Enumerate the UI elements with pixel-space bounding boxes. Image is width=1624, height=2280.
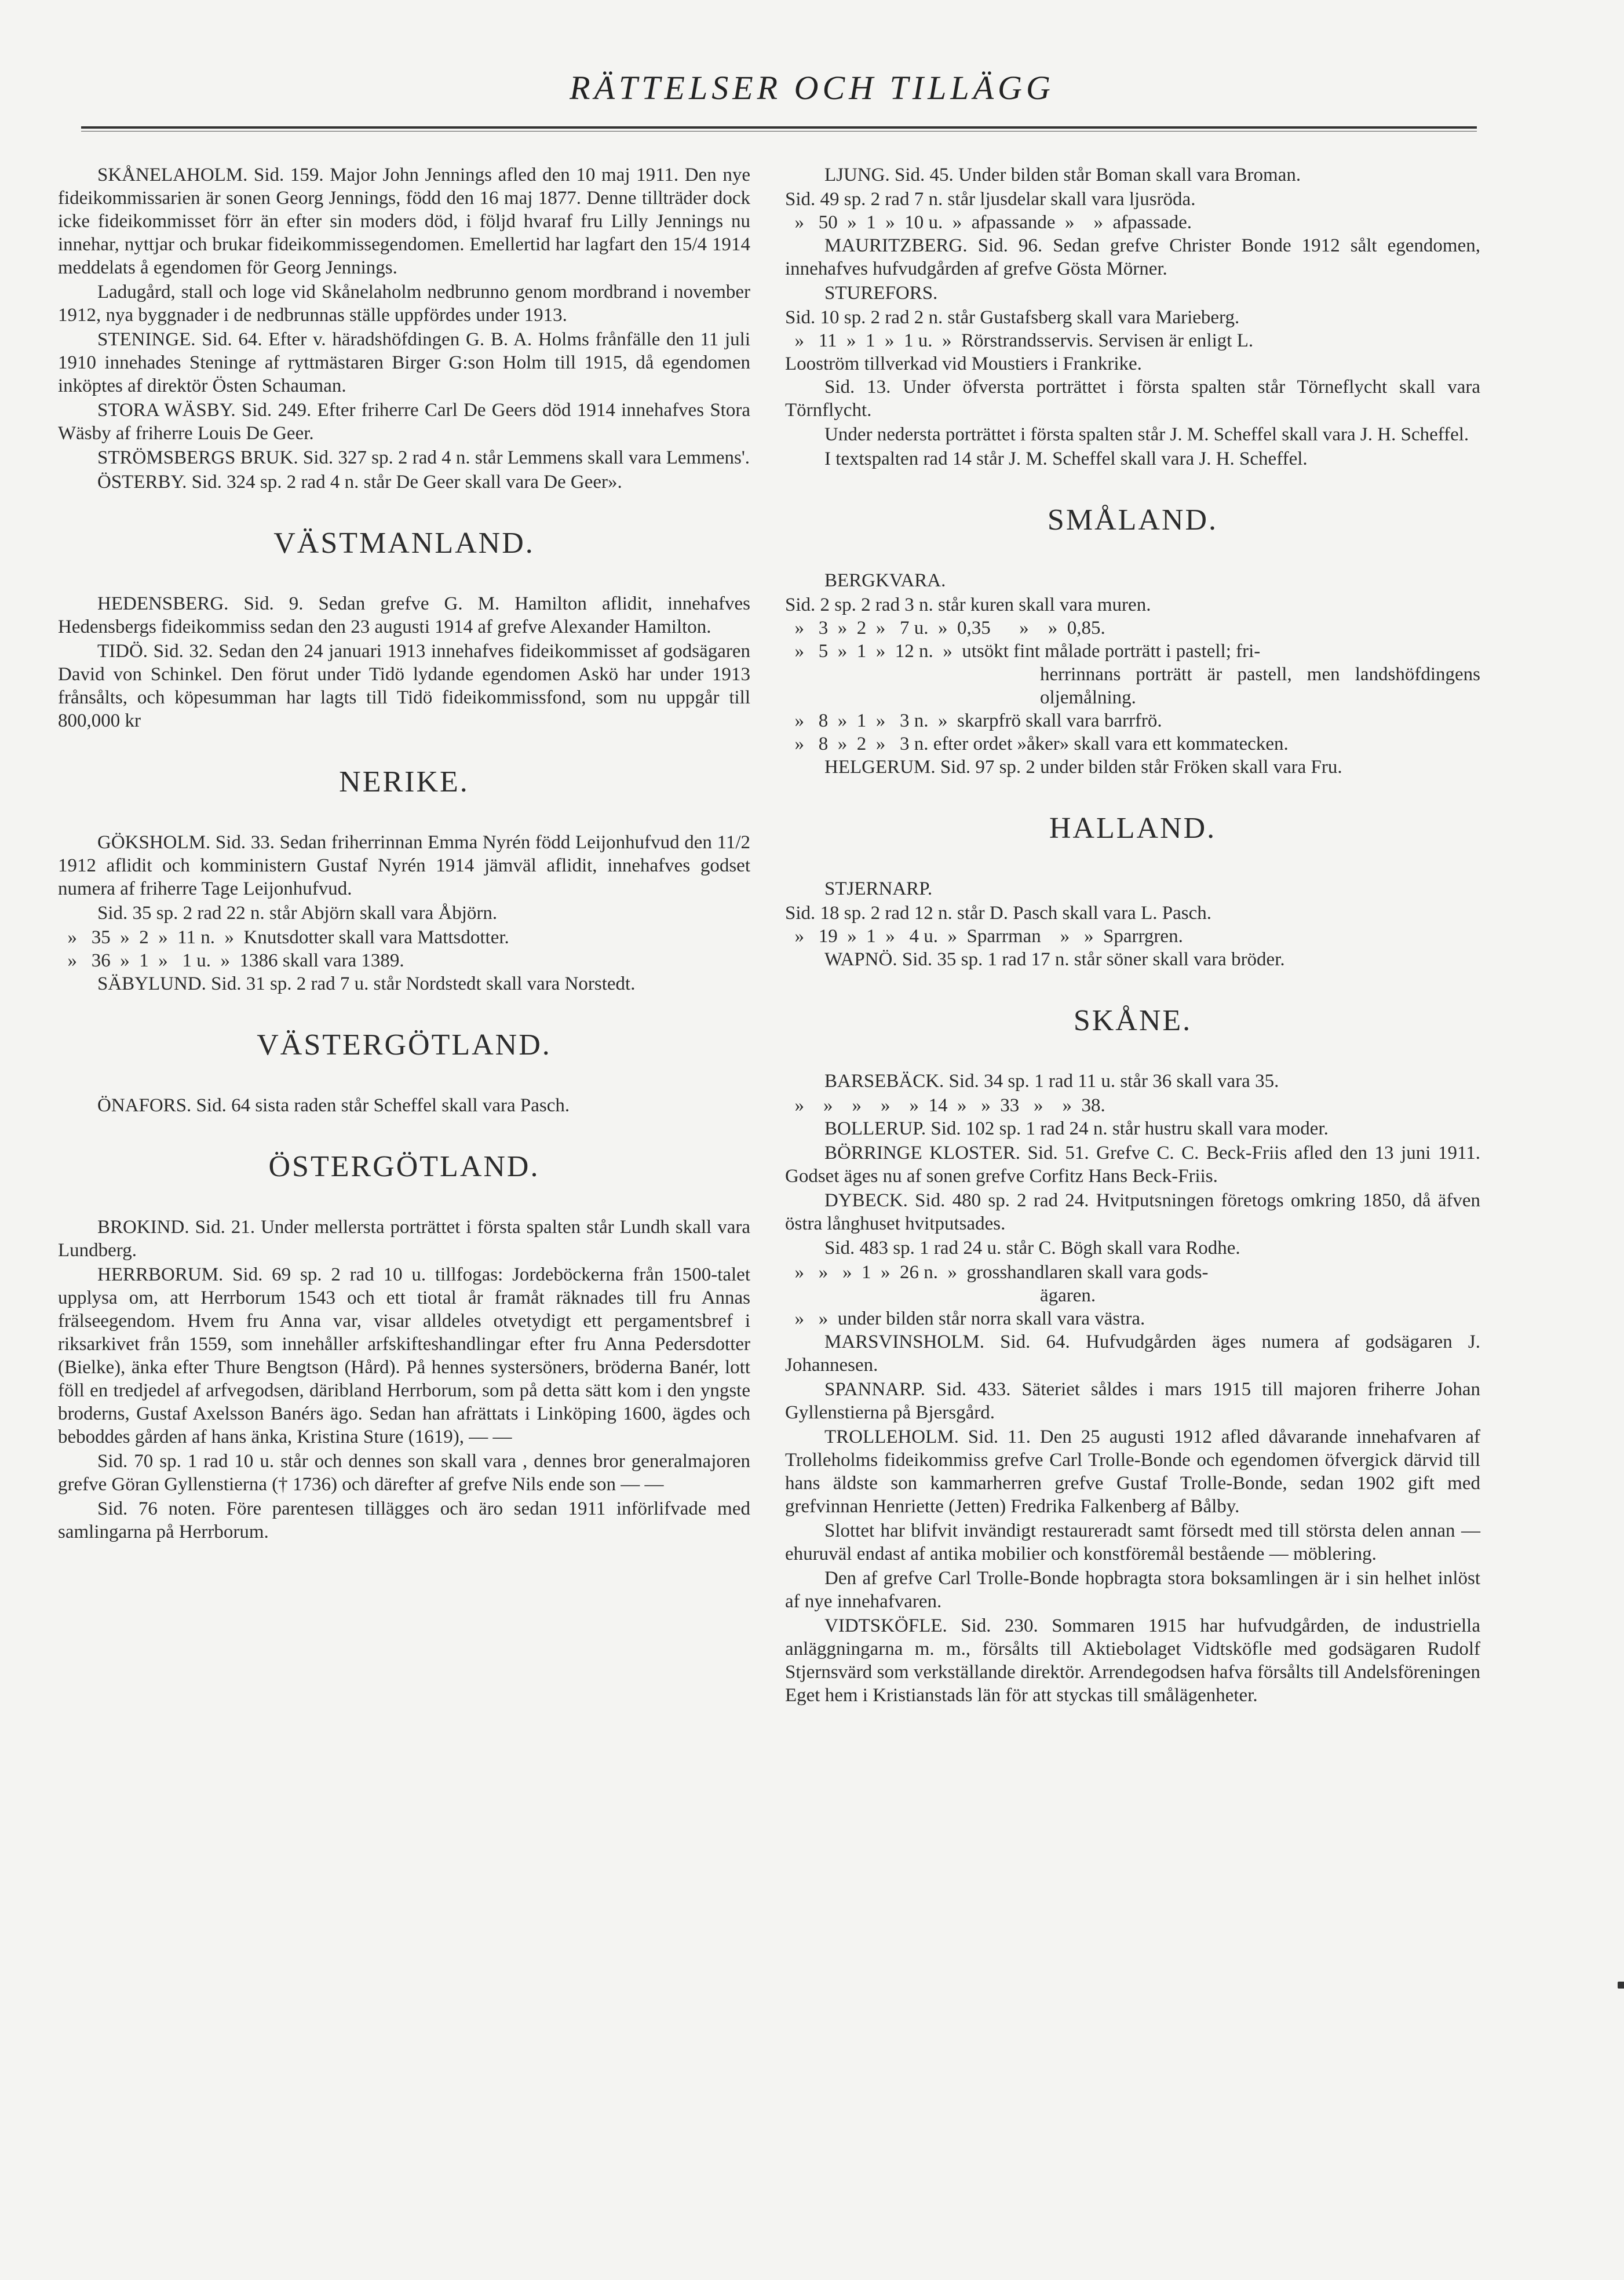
correction-line: » 3 » 2 » 7 u. » 0,35 » » 0,85. bbox=[785, 618, 1105, 639]
correction-line: » 11 » 1 » 1 u. » Rörstrandsservis. Servisen är enligt L. bbox=[785, 330, 1254, 351]
entry-stjernarp: STJERNARP. bbox=[824, 878, 933, 899]
entry-herrborum-3: Sid. 76 noten. Före parentesen tillägges och äro sedan 1911 införlifvade med samlingarna på Herrborum. bbox=[58, 1498, 750, 1542]
correction-line: » » » 1 » 26 n. » grosshandlaren skall vara gods- bbox=[785, 1262, 1209, 1283]
ink-speck bbox=[1618, 1982, 1624, 1989]
correction-line: ägaren. bbox=[1040, 1285, 1096, 1306]
entry-herrborum: HERRBORUM. Sid. 69 sp. 2 rad 10 u. tillfogas: Jordeböckerna från 1500-talet upplysa om, att Herrborum 1543 och ett tiotal år framåt räknades till fru Annas frälseegendom. Hvem fru Anna var, visar alldeles otvetydigt ett pergamentsbref i riksarkivet från 1559, som innehåller arfskifteshandlingar efter fru Anna Pedersdotter (Bielke), änka efter Thure Bengtson (Hård). På hennes systersöners, bröderna Banér, lott föll en tredjedel af arfvegodsen, däribland Herrborum, som på detta sätt kom i den yngste broderns, Gustaf Axelsson Banérs ägo. Sedan han afrättats i Linköping 1600, ägdes och beboddes gården af hans änka, Kristina Sture (1619), — — bbox=[58, 1264, 750, 1447]
entry-spannarp: SPANNARP. Sid. 433. Säteriet såldes i mars 1915 till majoren friherre Johan Gyllenstierna på Bjersgård. bbox=[785, 1379, 1480, 1423]
correction-line: » 8 » 2 » 3 n. efter ordet »åker» skall vara ett kommatecken. bbox=[785, 734, 1289, 754]
correction-line: Sid. 2 sp. 2 rad 3 n. står kuren skall vara muren. bbox=[785, 594, 1151, 615]
correction-line: Looström tillverkad vid Moustiers i Frankrike. bbox=[785, 353, 1142, 374]
right-column bbox=[785, 163, 1480, 1708]
heading-vastmanland: VÄSTMANLAND. bbox=[273, 527, 535, 560]
entry-osterby: ÖSTERBY. Sid. 324 sp. 2 rad 4 n. står De Geer skall vara De Geer». bbox=[97, 472, 622, 493]
entry-steninge: STENINGE. Sid. 64. Efter v. häradshöfdingen G. B. A. Holms frånfälle den 11 juli 1910 innehades Steninge af ryttmästaren Birger G:son Holm till 1915, då egendomen inköptes af direktör Östen Schauman. bbox=[58, 329, 750, 396]
heading-halland: HALLAND. bbox=[1049, 812, 1217, 845]
heading-skane: SKÅNE. bbox=[1073, 1004, 1192, 1037]
entry-trolleholm-3: Den af grefve Carl Trolle-Bonde hopbragta stora boksamlingen är i sin helhet inlöst af nye innehafvaren. bbox=[785, 1568, 1480, 1612]
correction-line: » » » » » 14 » » 33 » » 38. bbox=[785, 1095, 1105, 1116]
entry-mauritzberg: MAURITZBERG. Sid. 96. Sedan grefve Christer Bonde 1912 sålt egendomen, innehafves hufvudgården af grefve Gösta Mörner. bbox=[785, 235, 1480, 279]
correction-line: Sid. 10 sp. 2 rad 2 n. står Gustafsberg skall vara Marieberg. bbox=[785, 307, 1240, 328]
entry-dybeck: DYBECK. Sid. 480 sp. 2 rad 24. Hvitputsningen företogs omkring 1850, då äfven östra långhuset hvitputsades. bbox=[785, 1190, 1480, 1234]
header-rule-thick bbox=[81, 126, 1477, 129]
entry-sturefors-3: Under nedersta porträttet i första spalten står J. M. Scheffel skall vara J. H. Scheffel. bbox=[824, 424, 1469, 445]
entry-wapno: WAPNÖ. Sid. 35 sp. 1 rad 17 n. står söner skall vara bröder. bbox=[824, 949, 1285, 970]
correction-line: » 50 » 1 » 10 u. » afpassande » » afpassade. bbox=[785, 212, 1192, 233]
entry-trolleholm-2: Slottet har blifvit invändigt restaureradt samt försedt med till största delen annan — ehuruväl endast af antika mobilier och konstföremål bestående — möblering. bbox=[785, 1520, 1480, 1564]
correction-line: » 36 » 1 » 1 u. » 1386 skall vara 1389. bbox=[58, 950, 404, 971]
entry-borringe-kloster: BÖRRINGE KLOSTER. Sid. 51. Grefve C. C. Beck-Friis afled den 13 juni 1911. Godset äges nu af sonen grefve Corfitz Hans Beck-Friis. bbox=[785, 1143, 1480, 1187]
page-title: RÄTTELSER OCH TILLÄGG bbox=[570, 69, 1054, 107]
entry-sturefors: STUREFORS. bbox=[824, 283, 938, 304]
entry-marsvinsholm: MARSVINSHOLM. Sid. 64. Hufvudgården äges numera af godsägaren J. Johannesen. bbox=[785, 1331, 1480, 1376]
entry-helgerum: HELGERUM. Sid. 97 sp. 2 under bilden står Fröken skall vara Fru. bbox=[824, 757, 1342, 778]
entry-bollerup: BOLLERUP. Sid. 102 sp. 1 rad 24 n. står hustru skall vara moder. bbox=[824, 1118, 1329, 1139]
correction-line: Sid. 49 sp. 2 rad 7 n. står ljusdelar skall vara ljusröda. bbox=[785, 189, 1196, 210]
entry-ljung: LJUNG. Sid. 45. Under bilden står Boman skall vara Broman. bbox=[824, 165, 1301, 185]
correction-line: » 35 » 2 » 11 n. » Knutsdotter skall vara Mattsdotter. bbox=[58, 927, 509, 948]
entry-onafors: ÖNAFORS. Sid. 64 sista raden står Scheffel skall vara Pasch. bbox=[97, 1095, 570, 1116]
heading-ostergotland: ÖSTERGÖTLAND. bbox=[268, 1150, 540, 1183]
entry-sturefors-2: Sid. 13. Under öfversta porträttet i första spalten står Törneflycht skall vara Törnflycht. bbox=[785, 377, 1480, 421]
entry-stora-wasby: STORA WÄSBY. Sid. 249. Efter friherre Carl De Geers död 1914 innehafves Stora Wäsby af friherre Louis De Geer. bbox=[58, 400, 750, 444]
entry-brokind: BROKIND. Sid. 21. Under mellersta porträttet i första spalten står Lundh skall vara Lundberg. bbox=[58, 1217, 750, 1261]
entry-goksholm: GÖKSHOLM. Sid. 33. Sedan friherrinnan Emma Nyrén född Leijonhufvud den 11/2 1912 aflidit och komministern Gustaf Nyrén 1914 jämväl aflidit, innehafves godset numera af friherre Tage Leijonhufvud. bbox=[58, 832, 750, 899]
correction-line: Sid. 18 sp. 2 rad 12 n. står D. Pasch skall vara L. Pasch. bbox=[785, 903, 1211, 924]
entry-vidtskofle: VIDTSKÖFLE. Sid. 230. Sommaren 1915 har hufvudgården, de industriella anläggningarna m. m., försålts till Aktiebolaget Vidtsköfle med godsägaren Rudolf Stjernsvärd som verkställande direktör. Arrendegodsen hafva försålts till Andelsföreningen Eget hem i Kristianstads län för att styckas till smålägenheter. bbox=[785, 1615, 1480, 1706]
heading-vastergotland: VÄSTERGÖTLAND. bbox=[257, 1028, 552, 1061]
entry-barseback: BARSEBÄCK. Sid. 34 sp. 1 rad 11 u. står 36 skall vara 35. bbox=[824, 1071, 1279, 1092]
entry-bergkvara: BERGKVARA. bbox=[824, 570, 946, 591]
entry-skanelaholm: SKÅNELAHOLM. Sid. 159. Major John Jennings afled den 10 maj 1911. Den nye fideikommissarien är sonen Georg Jennings, född den 16 maj 1877. Denne tillträder dock icke fideikommisset förr än efter sin moders död, i följd hvaraf fru Lilly Jennings nu innehar, nyttjar och brukar fideikommissegendomen. Emellertid har lagfart den 15/4 1914 meddelats å egendomen för Georg Jennings. bbox=[58, 165, 750, 278]
entry-tido: TIDÖ. Sid. 32. Sedan den 24 januari 1913 innehafves fideikommisset af godsägaren David von Schinkel. Den förut under Tidö lydande egendomen Askö har under 1913 frånsålts, och köpesumman har lagts till Tidö fideikommissfond, som nu uppgår till 800,000 kr bbox=[58, 641, 750, 731]
correction-line: Sid. 35 sp. 2 rad 22 n. står Abjörn skall vara Åbjörn. bbox=[97, 903, 498, 924]
entry-hedensberg: HEDENSBERG. Sid. 9. Sedan grefve G. M. Hamilton aflidit, innehafves Hedensbergs fideikommiss sedan den 23 augusti 1914 af grefve Alexander Hamilton. bbox=[58, 593, 750, 637]
entry-trolleholm: TROLLEHOLM. Sid. 11. Den 25 augusti 1912 afled dåvarande innehafvaren af Trolleholms fideikommiss grefve Carl Trolle-Bonde och egendomen öfvergick därvid till hans äldste son kammarherren grefve Gustaf Trolle-Bonde, sedan 1902 gift med grefvinnan Henriette (Jetten) Fredrika Falkenberg af Bålby. bbox=[785, 1427, 1480, 1517]
entry-herrborum-2: Sid. 70 sp. 1 rad 10 u. står och dennes son skall vara , dennes bror generalmajoren grefve Göran Gyllenstierna († 1736) och därefter af grefve Nils ende son — — bbox=[58, 1451, 750, 1495]
correction-line: » 19 » 1 » 4 u. » Sparrman » » Sparrgren. bbox=[785, 926, 1183, 947]
correction-line: herrinnans porträtt är pastell, men landshöfdingens oljemålning. bbox=[1040, 664, 1480, 708]
correction-line: » 5 » 1 » 12 n. » utsökt fint målade porträtt i pastell; fri- bbox=[785, 641, 1261, 662]
entry-sturefors-4: I textspalten rad 14 står J. M. Scheffel skall vara J. H. Scheffel. bbox=[824, 448, 1308, 469]
heading-nerike: NERIKE. bbox=[339, 765, 469, 798]
left-column bbox=[58, 163, 750, 1545]
entry-stromsbergs-bruk: STRÖMSBERGS BRUK. Sid. 327 sp. 2 rad 4 n. står Lemmens skall vara Lemmens'. bbox=[97, 447, 750, 468]
entry-sabylund: SÄBYLUND. Sid. 31 sp. 2 rad 7 u. står Nordstedt skall vara Norstedt. bbox=[97, 973, 636, 994]
correction-line: » » under bilden står norra skall vara västra. bbox=[785, 1308, 1145, 1329]
header-rule-thin bbox=[81, 131, 1477, 132]
heading-smaland: SMÅLAND. bbox=[1047, 504, 1218, 537]
correction-line: Sid. 483 sp. 1 rad 24 u. står C. Bögh skall vara Rodhe. bbox=[824, 1238, 1240, 1258]
entry-skanelaholm-cont: Ladugård, stall och loge vid Skånelaholm nedbrunno genom mordbrand i november 1912, nya byggnader i de nedbrunnas ställe uppfördes under 1913. bbox=[58, 282, 750, 326]
correction-line: » 8 » 1 » 3 n. » skarpfrö skall vara barrfrö. bbox=[785, 710, 1162, 731]
